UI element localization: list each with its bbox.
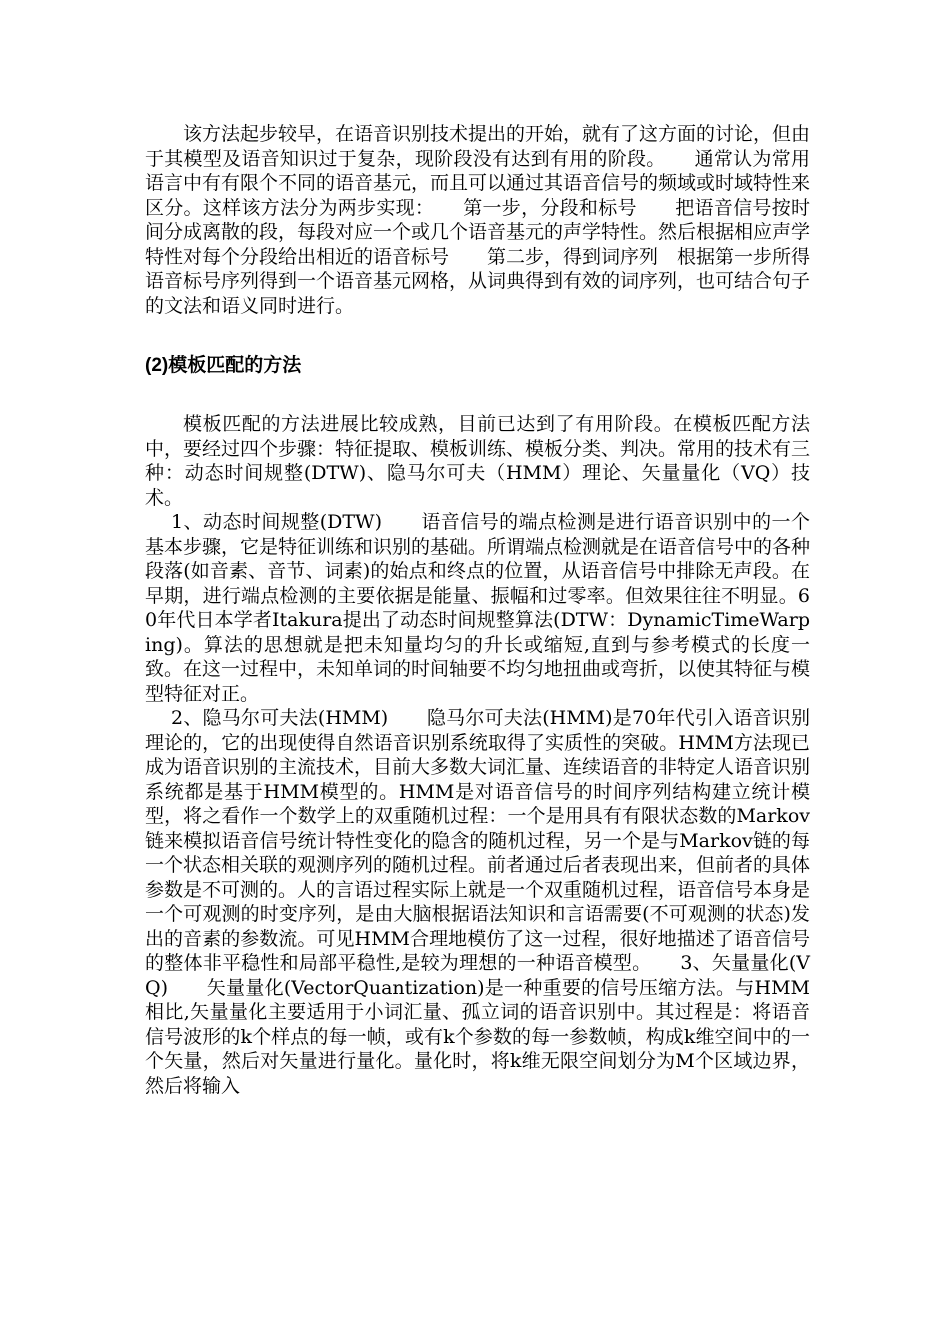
paragraph-hmm-vq: 2、隐马尔可夫法(HMM) 隐马尔可夫法(HMM)是70年代引入语音识别理论的，它的出现使得自然语音识别系统取得了实质性的突破。HMM方法现已成为语音识别的主流技术，目前大多数大词汇量、连续语音的非特定人语音识别系统都是基于HMM模型的。HMM是对语音信号的时间序列结构建立统计模型，将之看作一个数学上的双重随机过程：一个是用具有有限状态数的Markov链来模拟语音信号统计特性变化的隐含的随机过程，另一个是与Markov链的每一个状态相关联的观测序列的随机过程。前者通过后者表现出来，但前者的具体参数是不可测的。人的言语过程实际上就是一个双重随机过程，语音信号本身是一个可观测的时变序列，是由大脑根据语法知识和言语需要(不可观测的状态)发出的音素的参数流。可见HMM合理地模仿了这一过程，很好地描述了语音信号的整体非平稳性和局部平稳性,是较为理想的一种语音模型。 3、矢量量化(VQ) 矢量量化(VectorQuantization)是一种重要的信号压缩方法。与HMM相比,矢量量化主要适用于小词汇量、孤立词的语音识别中。其过程是：将语音信号波形的k个样点的每一帧，或有k个参数的每一参数帧，构成k维空间中的一个矢量，然后对矢量进行量化。量化时，将k维无限空间划分为M个区域边界，然后将输入 xyxy=(145,707,811,1097)
paragraph-template-matching-intro: 模板匹配的方法进展比较成熟，目前已达到了有用阶段。在模板匹配方法中，要经过四个步骤：特征提取、模板训练、模板分类、判决。常用的技术有三种：动态时间规整(DTW)、隐马尔可夫（HMM）理论、矢量量化（VQ）技术。 xyxy=(145,413,811,509)
section-heading-template-matching: (2)模板匹配的方法 xyxy=(145,355,302,376)
paragraph-feature-method: 该方法起步较早，在语音识别技术提出的开始，就有了这方面的讨论，但由于其模型及语音知识过于复杂，现阶段没有达到有用的阶段。 通常认为常用语言中有有限个不同的语音基元，而且可以通过其语音信号的频域或时域特性来区分。这样该方法分为两步实现： 第一步，分段和标号 把语音信号按时间分成离散的段，每段对应一个或几个语音基元的声学特性。然后根据相应声学特性对每个分段给出相近的语音标号 第二步，得到词序列 根据第一步所得语音标号序列得到一个语音基元网格，从词典得到有效的词序列，也可结合句子的文法和语义同时进行。 xyxy=(145,123,811,317)
paragraph-dtw: 1、动态时间规整(DTW) 语音信号的端点检测是进行语音识别中的一个基本步骤，它是特征训练和识别的基础。所谓端点检测就是在语音信号中的各种段落(如音素、音节、词素)的始点和终点的位置，从语音信号中排除无声段。在早期，进行端点检测的主要依据是能量、振幅和过零率。但效果往往不明显。60年代日本学者Itakura提出了动态时间规整算法(DTW：DynamicTimeWarping)。算法的思想就是把未知量均匀的升长或缩短,直到与参考模式的长度一致。在这一过程中，未知单词的时间轴要不均匀地扭曲或弯折，以使其特征与模型特征对正。 xyxy=(145,511,811,705)
document-page xyxy=(145,122,810,1098)
